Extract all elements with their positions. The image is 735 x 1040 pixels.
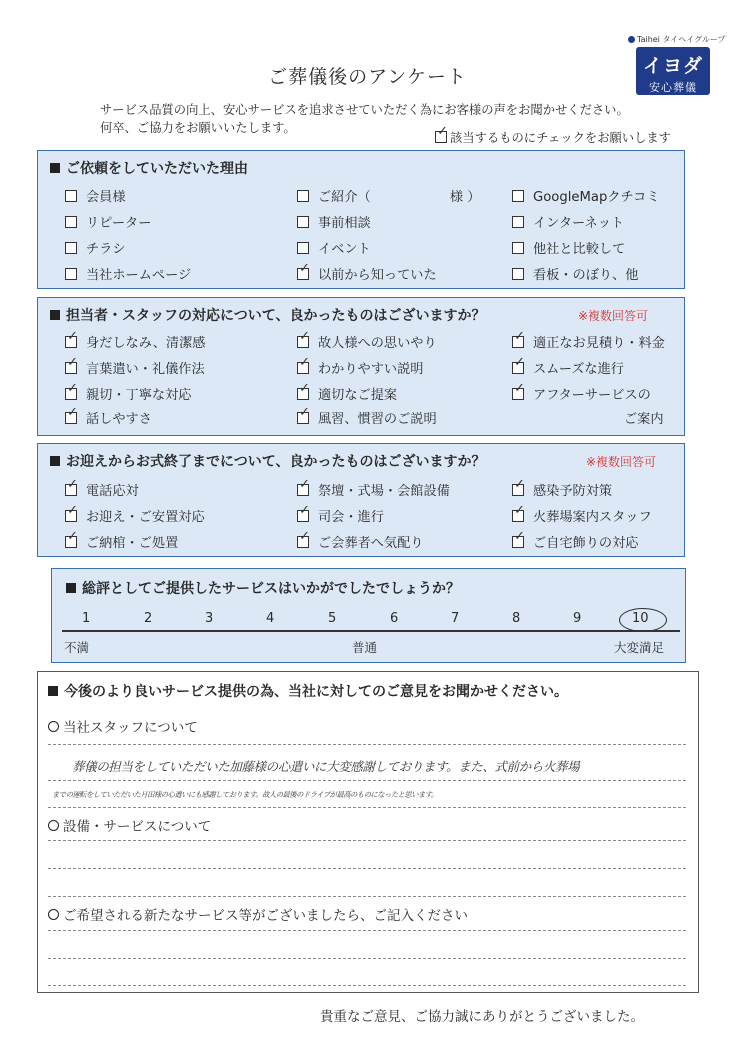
checkbox-label: 事前相談 (318, 216, 371, 231)
checkbox-label: スムーズな進行 (533, 362, 624, 377)
checkbox-label: 身だしなみ、清潔感 (86, 336, 206, 351)
checkmark-icon: ✓ (67, 381, 78, 396)
square-bullet-icon (50, 310, 60, 320)
multi-answer-note: ※複数回答可 (578, 309, 649, 323)
checkbox-item[interactable] (512, 186, 660, 205)
checkmark-icon: ✓ (514, 381, 525, 396)
check-note-checkbox (435, 124, 448, 143)
checkbox[interactable] (297, 529, 310, 548)
checkbox-label: 火葬場案内スタッフ (533, 510, 652, 525)
checkbox[interactable] (297, 261, 310, 280)
page-title: ご葬儀後のアンケート (268, 66, 467, 88)
checkbox[interactable] (512, 381, 525, 400)
checkbox-label: 話しやすさ (86, 412, 152, 427)
checkbox-item[interactable] (512, 503, 652, 525)
checkbox[interactable] (512, 477, 525, 496)
checkbox-label: 適切なご提案 (318, 388, 398, 403)
checkbox[interactable] (512, 529, 525, 548)
checkbox[interactable] (512, 242, 524, 254)
checkbox[interactable] (512, 355, 525, 374)
checkbox-item[interactable] (297, 503, 384, 525)
checkbox[interactable] (65, 405, 78, 424)
rating-option-3[interactable]: 3 (205, 611, 214, 626)
staff-question: 当社スタッフについて (48, 716, 198, 736)
checkmark-icon: ✓ (514, 477, 525, 492)
checkbox-item[interactable] (297, 529, 424, 551)
square-bullet-icon (66, 583, 76, 593)
checkmark-icon: ✓ (67, 355, 78, 370)
rating-option-9[interactable]: 9 (573, 611, 582, 626)
circle-bullet-icon (48, 820, 59, 831)
facility-question: 設備・サービスについて (48, 815, 211, 835)
staff-comment-line-1: 葬儀の担当をしていただいた加藤様の心遣いに大変感謝しております。また、式前から火葬場 (72, 759, 580, 774)
checkbox[interactable] (65, 503, 78, 522)
checkbox-label: 祭壇・式場・会館設備 (318, 484, 450, 499)
checkbox-item[interactable] (65, 503, 205, 525)
checkbox[interactable] (297, 355, 310, 374)
checkmark-icon: ✓ (437, 124, 448, 139)
checkbox-item[interactable] (512, 212, 624, 231)
writing-line (48, 840, 686, 841)
checkbox-item[interactable] (297, 381, 398, 403)
checkbox-label: GoogleMapクチコミ (533, 190, 660, 205)
checkbox-item[interactable] (512, 355, 624, 377)
checkbox-item[interactable] (65, 381, 192, 403)
checkbox[interactable] (65, 355, 78, 374)
checkbox[interactable] (65, 529, 78, 548)
square-bullet-icon (50, 163, 60, 173)
checkbox[interactable] (297, 242, 309, 254)
checkbox-item[interactable] (512, 329, 665, 351)
checkbox-item[interactable] (65, 529, 179, 551)
rating-mid-label: 普通 (352, 640, 378, 655)
checkmark-icon: ✓ (67, 405, 78, 420)
checkbox-label: 会員様 (86, 190, 126, 205)
checkbox-item[interactable] (65, 405, 152, 427)
checkbox-label: 他社と比較して (533, 242, 626, 257)
writing-line (48, 780, 686, 781)
checkbox-item[interactable] (297, 405, 437, 427)
item-continuation: ご案内 (624, 412, 664, 427)
checkbox-item[interactable] (297, 329, 437, 351)
checkbox[interactable] (512, 329, 525, 348)
checkbox-item[interactable] (297, 186, 480, 205)
checkbox[interactable] (65, 268, 77, 280)
checkbox[interactable] (297, 216, 309, 228)
checkbox-label: チラシ (86, 242, 126, 257)
circle-bullet-icon (48, 909, 59, 920)
checkbox-label: 親切・丁寧な対応 (86, 388, 192, 403)
checkbox-label: 故人様への思いやり (318, 336, 437, 351)
checkmark-icon: ✓ (299, 355, 310, 370)
checkbox-item[interactable] (512, 264, 639, 283)
writing-line (48, 744, 686, 745)
checkbox-label: わかりやすい説明 (318, 362, 424, 377)
checkbox-label: ご納棺・ご処置 (86, 536, 179, 551)
checkbox-item[interactable] (65, 186, 126, 205)
rating-option-2[interactable]: 2 (144, 611, 153, 626)
intro-line-1: サービス品質の向上、安心サービスを追求させていただく為にお客様の声をお聞かせください。 (100, 103, 629, 117)
checkbox[interactable] (297, 503, 310, 522)
checkbox-item[interactable] (65, 264, 191, 283)
checkbox-label: 当社ホームページ (86, 268, 192, 283)
checkbox-item[interactable] (65, 212, 151, 231)
brand-group-label: Taihei タイヘイグループ (628, 34, 726, 45)
checkbox-label: インターネット (533, 216, 625, 231)
rating-option-7[interactable]: 7 (451, 611, 460, 626)
checkbox[interactable] (297, 329, 310, 348)
checkbox[interactable] (297, 405, 310, 424)
checkbox[interactable] (297, 190, 309, 202)
thanks-message: 貴重なご意見、ご協力誠にありがとうございました。 (320, 1009, 644, 1025)
brand-logo-main: イヨダ (642, 55, 703, 77)
checkbox-label: イベント (318, 242, 371, 257)
checkbox[interactable] (512, 190, 524, 202)
rating-low-label: 不満 (64, 640, 90, 655)
opinion-title: 今後のより良いサービス提供の為、当社に対してのご意見をお聞かせください。 (48, 681, 568, 701)
rating-option-1[interactable]: 1 (82, 611, 91, 626)
square-bullet-icon (50, 456, 60, 466)
checkbox-item[interactable] (512, 381, 651, 403)
multi-answer-note: ※複数回答可 (586, 455, 657, 469)
checkmark-icon: ✓ (299, 529, 310, 544)
writing-line (48, 807, 686, 808)
request-question: ご希望される新たなサービス等がございましたら、ご記入ください (48, 904, 468, 924)
staff-comment-line-2: までの運転をしていただいた月田様の心遣いにも感謝しております。故人の最後のドライブが最高のものになったと思います。 (52, 790, 438, 799)
checkmark-icon: ✓ (299, 329, 310, 344)
rating-option-4[interactable]: 4 (266, 611, 275, 626)
checkbox-label: 以前から知っていた (318, 268, 437, 283)
checkbox-label: リピーター (86, 216, 152, 231)
taihei-logo-icon (628, 36, 635, 43)
check-note: ✓ 該当するものにチェックをお願いします (437, 124, 671, 145)
checkbox[interactable] (512, 216, 524, 228)
checkbox[interactable] (512, 268, 524, 280)
circle-bullet-icon (48, 721, 59, 732)
checkbox[interactable] (297, 381, 310, 400)
section-title: 総評としてご提供したサービスはいかがでしたでしょうか？ (66, 578, 460, 598)
checkbox-item[interactable] (297, 261, 437, 283)
checkbox[interactable] (65, 477, 78, 496)
rating-selected-circle (619, 608, 667, 632)
checkbox-label: 看板・のぼり、他 (533, 268, 639, 283)
checkmark-icon: ✓ (67, 503, 78, 518)
checkbox[interactable] (65, 216, 77, 228)
checkbox-label: アフターサービスの (533, 388, 651, 403)
checkbox-item[interactable] (297, 477, 450, 499)
checkmark-icon: ✓ (514, 329, 525, 344)
checkbox-label: ご自宅飾りの対応 (533, 536, 639, 551)
checkbox-item[interactable] (65, 238, 126, 257)
checkbox[interactable] (65, 242, 77, 254)
checkmark-icon: ✓ (67, 529, 78, 544)
checkbox[interactable] (297, 477, 310, 496)
checkmark-icon: ✓ (299, 381, 310, 396)
brand-logo-sub: 安心葬儀 (649, 81, 697, 94)
rating-option-6[interactable]: 6 (390, 611, 399, 626)
rating-scale-line (62, 630, 680, 632)
section-title: お迎えからお式終了までについて、良かったものはございますか？ (50, 451, 485, 471)
rating-option-5[interactable]: 5 (328, 611, 337, 626)
checkbox-label: 司会・進行 (318, 510, 384, 525)
rating-option-10[interactable]: 10 (632, 611, 649, 626)
square-bullet-icon (48, 686, 58, 696)
checkmark-icon: ✓ (299, 405, 310, 420)
checkmark-icon: ✓ (514, 503, 525, 518)
checkbox-item[interactable] (65, 355, 205, 377)
checkbox-label: 感染予防対策 (533, 484, 613, 499)
checkbox-label: 風習、慣習のご説明 (318, 412, 437, 427)
rating-option-8[interactable]: 8 (512, 611, 521, 626)
checkbox-label: 適正なお見積り・料金 (533, 336, 665, 351)
checkmark-icon: ✓ (299, 477, 310, 492)
checkmark-icon: ✓ (514, 355, 525, 370)
checkbox[interactable] (65, 329, 78, 348)
writing-line (48, 930, 686, 931)
section-title: ご依頼をしていただいた理由 (50, 158, 248, 178)
checkmark-icon: ✓ (67, 329, 78, 344)
writing-line (48, 985, 686, 986)
checkmark-icon: ✓ (67, 477, 78, 492)
checkbox-item[interactable] (297, 212, 371, 231)
checkmark-icon: ✓ (514, 529, 525, 544)
checkbox-item[interactable] (65, 477, 139, 499)
section-title: 担当者・スタッフの対応について、良かったものはございますか？ (50, 305, 485, 325)
writing-line (48, 958, 686, 959)
checkbox[interactable] (65, 190, 77, 202)
rating-high-label: 大変満足 (614, 640, 665, 655)
checkbox-item[interactable] (297, 355, 424, 377)
checkbox-item[interactable] (297, 238, 371, 257)
intro-line-2: 何卒、ご協力をお願いいたします。 (100, 121, 296, 135)
checkbox-label: 言葉遣い・礼儀作法 (86, 362, 205, 377)
checkmark-icon: ✓ (299, 261, 310, 276)
checkmark-icon: ✓ (299, 503, 310, 518)
checkbox-label: 電話応対 (86, 484, 139, 499)
checkbox-item[interactable] (512, 477, 613, 499)
checkbox-label: お迎え・ご安置対応 (86, 510, 205, 525)
checkbox[interactable] (65, 381, 78, 400)
writing-line (48, 868, 686, 869)
checkbox-label: ご会葬者へ気配り (318, 536, 424, 551)
checkbox-label: ご紹介（ 様 ） (318, 190, 481, 205)
checkbox[interactable] (512, 503, 525, 522)
checkbox-item[interactable] (512, 238, 625, 257)
writing-line (48, 896, 686, 897)
checkbox-item[interactable] (65, 329, 206, 351)
checkbox-item[interactable] (512, 529, 639, 551)
